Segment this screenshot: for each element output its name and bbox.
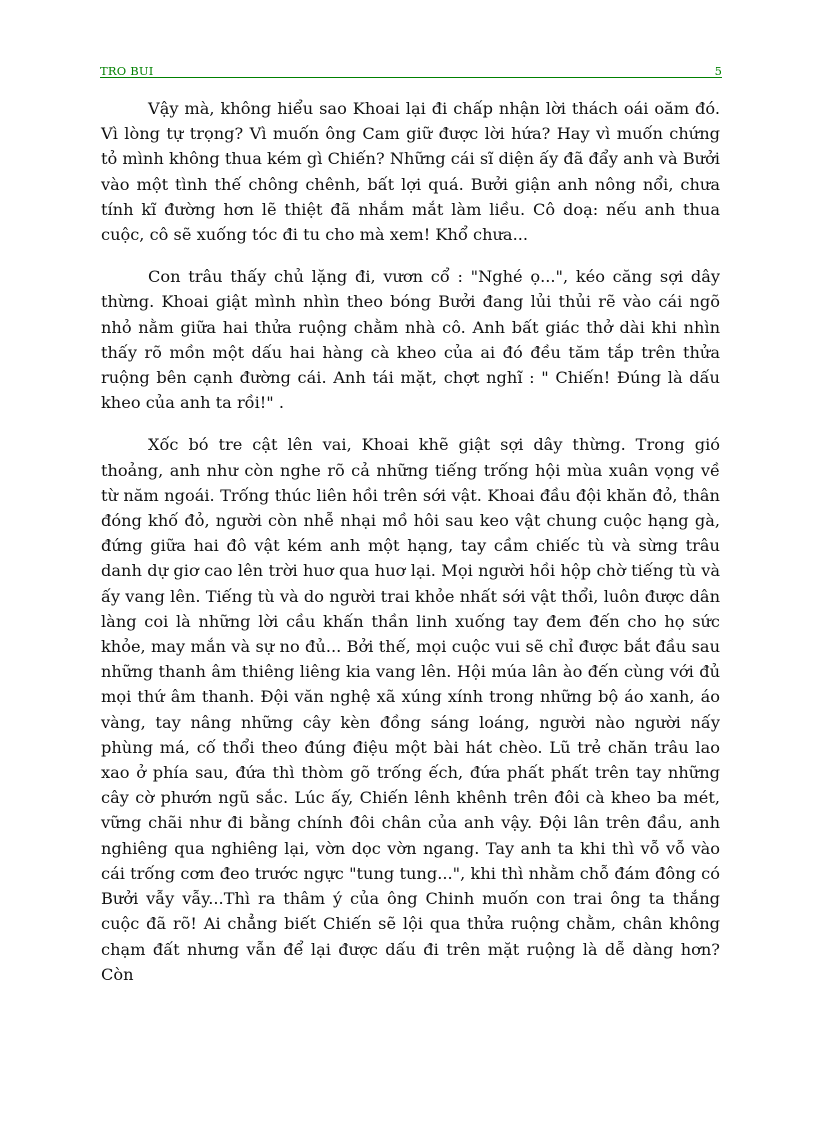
header-divider — [100, 77, 722, 78]
paragraph: Xốc bó tre cật lên vai, Khoai khẽ giật sợi dây thừng. Trong gió thoảng, anh như còn nghe rõ cả những tiếng trống hội mùa xuân vọng về từ năm ngoái. Trống thúc liên hồi trên sới vật. Khoai đầu đội khăn đỏ, thân đóng khố đỏ, người còn nhễ nhại mồ hôi sau keo vật chung cuộc hạng gà, đứng giữa hai đô vật kém anh một hạng, tay cầm chiếc tù và sừng trâu danh dự giơ cao lên trời huơ qua huơ lại. Mọi người hồi hộp chờ tiếng tù và ấy vang lên. Tiếng tù và do người trai khỏe nhất sới vật thổi, luôn được dân làng coi là những lời cầu khấn thần linh xuống tay đem đến cho họ sức khỏe, may mắn và sự no đủ... Bởi thế, mọi cuộc vui sẽ chỉ được bắt đầu sau những thanh âm thiêng liêng kia vang lên. Hội múa lân ào đến cùng với đủ mọi thứ âm thanh. Đội văn nghệ xã xúng xính trong những bộ áo xanh, áo vàng, tay nâng những cây kèn đồng sáng loáng, người nào người nấy phùng má, cố thổi theo đúng điệu một bài hát chèo. Lũ trẻ chăn trâu lao xao ở phía sau, đứa thì thòm gõ trống ếch, đứa phất phất trên tay những cây cờ phướn ngũ sắc. Lúc ấy, Chiến lênh khênh trên đôi cà kheo ba mét, vững chãi như đi bằng chính đôi chân của anh vậy. Đội lân trên đầu, anh nghiêng qua nghiêng lại, vờn dọc vờn ngang. Tay anh ta khi thì vỗ vỗ vào cái trống cơm đeo trước ngực "tung tung...", khi thì nhằm chỗ đám đông có Bưởi vẫy vẫy...Thì ra thâm ý của ông Chinh muốn con trai ông ta thắng cuộc đã rõ! Ai chẳng biết Chiến sẽ lội qua thửa ruộng chằm, chân không chạm đất nhưng vẫn để lại được dấu đi trên mặt ruộng là dễ dàng hơn? Còn — [101, 435, 720, 984]
header-title: TRO BUI — [100, 64, 154, 78]
paragraph: Vậy mà, không hiểu sao Khoai lại đi chấp nhận lời thách oái oăm đó. Vì lòng tự trọng? Vì muốn ông Cam giữ được lời hứa? Hay vì muốn chứng tỏ mình không thua kém gì Chiến? Những cái sĩ diện ấy đã đẩy anh và Bưởi vào một tình thế chông chênh, bất lợi quá. Bưởi giận anh nông nổi, chưa tính kĩ đường hơn lẽ thiệt đã nhắm mắt làm liều. Cô doạ: nếu anh thua cuộc, cô sẽ xuống tóc đi tu cho mà xem! Khổ chưa... — [101, 99, 720, 245]
body-text — [101, 96, 720, 1004]
page-number: 5 — [714, 64, 722, 78]
paragraph: Con trâu thấy chủ lặng đi, vươn cổ : "Nghé ọ...", kéo căng sợi dây thừng. Khoai giật mình nhìn theo bóng Bưởi đang lủi thủi rẽ vào cái ngõ nhỏ nằm giữa hai thửa ruộng chằm nhà cô. Anh bất giác thở dài khi nhìn thấy rõ mồn một dấu hai hàng cà kheo của ai đó đều tăm tắp trên thửa ruộng bên cạnh đường cái. Anh tái mặt, chợt nghĩ : " Chiến! Đúng là dấu kheo của anh ta rồi!" . — [101, 267, 720, 413]
